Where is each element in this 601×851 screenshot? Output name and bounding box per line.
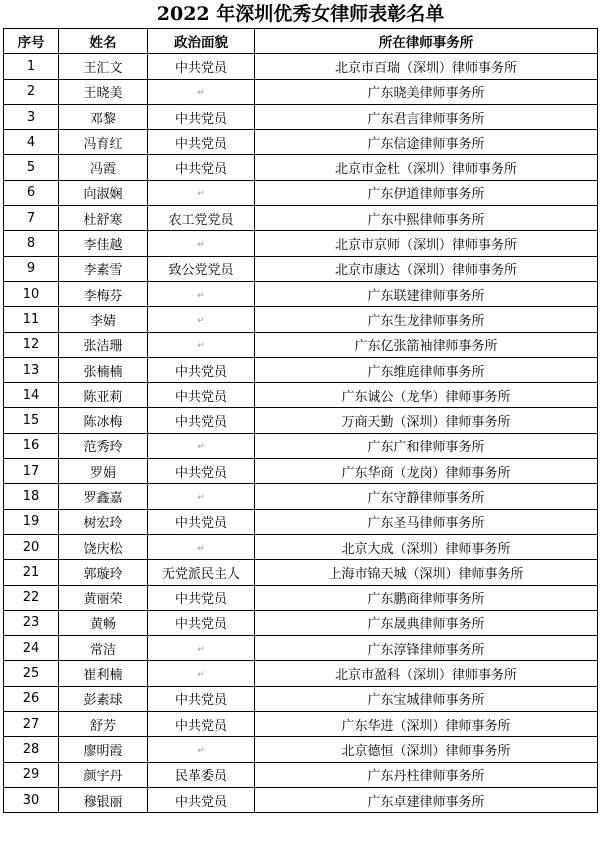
table-row <box>4 787 598 812</box>
cell-name: 廖明霞 <box>59 737 148 762</box>
cell-political-status: 中共党员 <box>148 509 255 534</box>
cell-political-status: 民革委员 <box>148 762 255 787</box>
cell-name: 张洁珊 <box>59 332 148 357</box>
cell-law-firm: 广东卓建律师事务所 <box>255 787 598 812</box>
table-row <box>4 383 598 408</box>
cell-law-firm: 广东淳锋律师事务所 <box>255 636 598 661</box>
table-row <box>4 206 598 231</box>
table-row <box>4 737 598 762</box>
cell-index: 15 <box>4 408 59 433</box>
cell-index: 2 <box>4 79 59 104</box>
table-row <box>4 54 598 79</box>
cell-law-firm: 广东君言律师事务所 <box>255 104 598 129</box>
cell-law-firm: 广东守静律师事务所 <box>255 484 598 509</box>
cell-law-firm: 广东信途律师事务所 <box>255 130 598 155</box>
cell-political-status <box>148 484 255 509</box>
cell-index: 13 <box>4 357 59 382</box>
table-row <box>4 130 598 155</box>
cell-law-firm: 广东丹柱律师事务所 <box>255 762 598 787</box>
cell-name: 穆银丽 <box>59 787 148 812</box>
cell-political-status: 中共党员 <box>148 712 255 737</box>
cell-index: 20 <box>4 534 59 559</box>
cell-political-status: 致公党党员 <box>148 256 255 281</box>
cell-name: 王汇文 <box>59 54 148 79</box>
cell-law-firm: 北京大成（深圳）律师事务所 <box>255 534 598 559</box>
table-row <box>4 585 598 610</box>
header-index: 序号 <box>4 29 59 54</box>
cell-name: 舒芳 <box>59 712 148 737</box>
cell-political-status: 中共党员 <box>148 54 255 79</box>
cell-index: 27 <box>4 712 59 737</box>
cell-political-status <box>148 231 255 256</box>
table-row <box>4 180 598 205</box>
table-header-row <box>4 29 598 54</box>
cell-index: 23 <box>4 610 59 635</box>
cell-law-firm: 广东宝城律师事务所 <box>255 686 598 711</box>
table-row <box>4 636 598 661</box>
table-row <box>4 534 598 559</box>
cell-index: 22 <box>4 585 59 610</box>
cell-political-status <box>148 433 255 458</box>
cell-political-status: 中共党员 <box>148 787 255 812</box>
cell-index: 16 <box>4 433 59 458</box>
cell-name: 陈冰梅 <box>59 408 148 433</box>
table-row <box>4 332 598 357</box>
table-row <box>4 433 598 458</box>
table-row <box>4 256 598 281</box>
cell-political-status: 中共党员 <box>148 130 255 155</box>
cell-political-status <box>148 737 255 762</box>
table-row <box>4 560 598 585</box>
cell-law-firm: 北京市百瑞（深圳）律师事务所 <box>255 54 598 79</box>
cell-name: 树宏玲 <box>59 509 148 534</box>
header-name: 姓名 <box>59 29 148 54</box>
cell-index: 5 <box>4 155 59 180</box>
cell-political-status: 中共党员 <box>148 357 255 382</box>
cell-law-firm: 北京市金杜（深圳）律师事务所 <box>255 155 598 180</box>
cell-political-status <box>148 281 255 306</box>
cell-political-status <box>148 79 255 104</box>
cell-political-status: 中共党员 <box>148 585 255 610</box>
table-row <box>4 79 598 104</box>
cell-name: 黄畅 <box>59 610 148 635</box>
table-row <box>4 610 598 635</box>
table-row <box>4 459 598 484</box>
cell-law-firm: 广东晓美律师事务所 <box>255 79 598 104</box>
cell-index: 28 <box>4 737 59 762</box>
table-row <box>4 281 598 306</box>
table-row <box>4 307 598 332</box>
cell-law-firm: 北京德恒（深圳）律师事务所 <box>255 737 598 762</box>
cell-political-status: 中共党员 <box>148 686 255 711</box>
cell-index: 19 <box>4 509 59 534</box>
cell-political-status <box>148 307 255 332</box>
cell-law-firm: 广东联建律师事务所 <box>255 281 598 306</box>
cell-index: 17 <box>4 459 59 484</box>
cell-law-firm: 广东亿张箭袖律师事务所 <box>255 332 598 357</box>
cell-name: 冯育红 <box>59 130 148 155</box>
cell-name: 李佳越 <box>59 231 148 256</box>
table-row <box>4 104 598 129</box>
cell-law-firm: 广东生龙律师事务所 <box>255 307 598 332</box>
header-law-firm: 所在律师事务所 <box>255 29 598 54</box>
cell-name: 邓黎 <box>59 104 148 129</box>
cell-law-firm: 广东晟典律师事务所 <box>255 610 598 635</box>
table-body <box>4 54 598 813</box>
cell-index: 30 <box>4 787 59 812</box>
cell-index: 11 <box>4 307 59 332</box>
cell-name: 罗娟 <box>59 459 148 484</box>
cell-index: 9 <box>4 256 59 281</box>
cell-law-firm: 广东广和律师事务所 <box>255 433 598 458</box>
cell-index: 24 <box>4 636 59 661</box>
cell-index: 8 <box>4 231 59 256</box>
cell-political-status: 中共党员 <box>148 408 255 433</box>
table-row <box>4 231 598 256</box>
cell-name: 李梅芬 <box>59 281 148 306</box>
cell-law-firm: 北京市京师（深圳）律师事务所 <box>255 231 598 256</box>
cell-index: 18 <box>4 484 59 509</box>
cell-law-firm: 广东维庭律师事务所 <box>255 357 598 382</box>
table-row <box>4 762 598 787</box>
cell-name: 王晓美 <box>59 79 148 104</box>
awardee-table <box>3 28 598 813</box>
cell-name: 陈亚莉 <box>59 383 148 408</box>
table-row <box>4 484 598 509</box>
cell-name: 饶庆松 <box>59 534 148 559</box>
cell-law-firm: 万商天勤（深圳）律师事务所 <box>255 408 598 433</box>
cell-law-firm: 广东圣马律师事务所 <box>255 509 598 534</box>
table-row <box>4 408 598 433</box>
cell-law-firm: 广东鹏商律师事务所 <box>255 585 598 610</box>
cell-law-firm: 广东华进（深圳）律师事务所 <box>255 712 598 737</box>
table-row <box>4 712 598 737</box>
cell-name: 杜舒寒 <box>59 206 148 231</box>
cell-index: 1 <box>4 54 59 79</box>
cell-law-firm: 上海市锦天城（深圳）律师事务所 <box>255 560 598 585</box>
cell-index: 12 <box>4 332 59 357</box>
cell-index: 6 <box>4 180 59 205</box>
cell-name: 郭璇玲 <box>59 560 148 585</box>
cell-name: 彭素球 <box>59 686 148 711</box>
cell-name: 颜宇丹 <box>59 762 148 787</box>
cell-political-status: 中共党员 <box>148 155 255 180</box>
cell-political-status <box>148 332 255 357</box>
cell-political-status: 中共党员 <box>148 383 255 408</box>
table-row <box>4 155 598 180</box>
cell-index: 3 <box>4 104 59 129</box>
cell-political-status: 无党派民主人 <box>148 560 255 585</box>
cell-name: 罗鑫嘉 <box>59 484 148 509</box>
cell-name: 张楠楠 <box>59 357 148 382</box>
table-row <box>4 357 598 382</box>
cell-political-status <box>148 180 255 205</box>
cell-political-status: 中共党员 <box>148 459 255 484</box>
cell-index: 4 <box>4 130 59 155</box>
cell-political-status: 中共党员 <box>148 610 255 635</box>
cell-political-status <box>148 534 255 559</box>
cell-law-firm: 广东华商（龙岗）律师事务所 <box>255 459 598 484</box>
cell-name: 黄丽荣 <box>59 585 148 610</box>
cell-name: 崔利楠 <box>59 661 148 686</box>
cell-index: 21 <box>4 560 59 585</box>
cell-index: 7 <box>4 206 59 231</box>
cell-index: 14 <box>4 383 59 408</box>
cell-name: 李素雪 <box>59 256 148 281</box>
header-political-status: 政治面貌 <box>148 29 255 54</box>
cell-index: 25 <box>4 661 59 686</box>
cell-name: 冯霞 <box>59 155 148 180</box>
cell-law-firm: 广东诚公（龙华）律师事务所 <box>255 383 598 408</box>
cell-political-status <box>148 661 255 686</box>
cell-index: 10 <box>4 281 59 306</box>
table-row <box>4 686 598 711</box>
cell-political-status <box>148 636 255 661</box>
cell-index: 29 <box>4 762 59 787</box>
cell-law-firm: 广东中熙律师事务所 <box>255 206 598 231</box>
cell-name: 李婧 <box>59 307 148 332</box>
table-row <box>4 661 598 686</box>
cell-name: 范秀玲 <box>59 433 148 458</box>
cell-law-firm: 广东伊道律师事务所 <box>255 180 598 205</box>
document-title: 2022 年深圳优秀女律师表彰名单 <box>156 3 445 25</box>
cell-law-firm: 北京市盈科（深圳）律师事务所 <box>255 661 598 686</box>
cell-political-status: 农工党党员 <box>148 206 255 231</box>
cell-political-status: 中共党员 <box>148 104 255 129</box>
cell-name: 常洁 <box>59 636 148 661</box>
cell-index: 26 <box>4 686 59 711</box>
table-row <box>4 509 598 534</box>
cell-law-firm: 北京市康达（深圳）律师事务所 <box>255 256 598 281</box>
cell-name: 向淑娴 <box>59 180 148 205</box>
